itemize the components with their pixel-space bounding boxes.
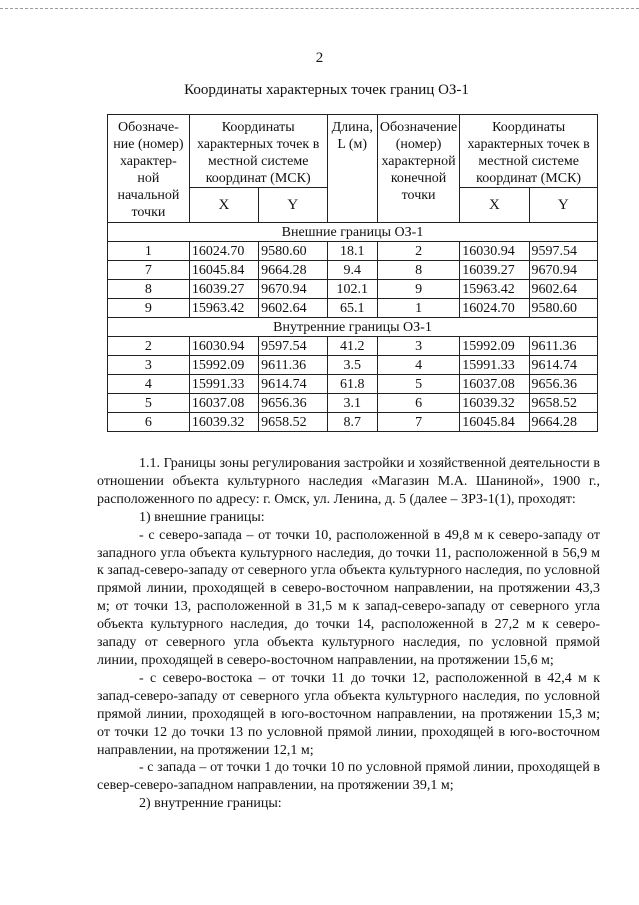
section-header-row (108, 223, 598, 242)
table-row (108, 242, 598, 261)
table-cell: 9670.94 (259, 280, 327, 299)
paragraph: 1) внешние границы: (139, 509, 265, 525)
table-cell: 15963.42 (460, 280, 529, 299)
table-cell: 15991.33 (189, 375, 258, 394)
table-cell: 9597.54 (529, 242, 597, 261)
table-cell: 9611.36 (529, 337, 597, 356)
table-row (108, 299, 598, 318)
table-cell: 8.7 (327, 413, 377, 432)
table-cell: 16039.32 (460, 394, 529, 413)
table-title: Координаты характерных точек границ ОЗ-1 (184, 82, 469, 98)
body-text (97, 455, 600, 813)
section-header-row (108, 318, 598, 337)
header-coords-end: Координаты характерных точек в местной системе координат (МСК) (460, 115, 598, 188)
table-cell: 4 (377, 356, 459, 375)
paragraph: - с северо-востока – от точки 11 до точки 12, расположенной в 42,4 м к запад-северо-западу от северного угла объекта культурного наследия, по условной прямой линии, проходящей в юго-восточном направлении, на протяжении 15,3 м; от точки 12 до точки 13 по условной прямой линии, проходящей в юго-восточном направлении, на протяжении 12,1 м; (97, 670, 600, 758)
table-row (108, 375, 598, 394)
table-cell: 7 (377, 413, 459, 432)
table-cell: 4 (108, 375, 190, 394)
table-cell: 1 (377, 299, 459, 318)
table-cell: 15992.09 (460, 337, 529, 356)
table-cell: 3 (108, 356, 190, 375)
table-cell: 16037.08 (189, 394, 258, 413)
table-cell: 18.1 (327, 242, 377, 261)
table-row (108, 337, 598, 356)
table-cell: 9 (377, 280, 459, 299)
table-cell: 9580.60 (529, 299, 597, 318)
table-cell: 41.2 (327, 337, 377, 356)
table-cell: 15992.09 (189, 356, 258, 375)
table-row (108, 261, 598, 280)
header-coords-start: Координаты характерных точек в местной системе координат (МСК) (189, 115, 327, 188)
table-cell: 16045.84 (460, 413, 529, 432)
table-cell: 16030.94 (460, 242, 529, 261)
table-cell: 9580.60 (259, 242, 327, 261)
table-cell: 1 (108, 242, 190, 261)
table-cell: 9656.36 (529, 375, 597, 394)
header-start-point: Обозначе-ние (номер) характер-ной начальной точки (108, 115, 190, 223)
table-cell: 102.1 (327, 280, 377, 299)
table-row (108, 394, 598, 413)
table-cell: 9.4 (327, 261, 377, 280)
coordinates-table (107, 114, 598, 432)
table-cell: 3.1 (327, 394, 377, 413)
table-cell: 65.1 (327, 299, 377, 318)
header-end-point: Обозначение (номер) характерной конечной точки (377, 115, 459, 223)
table-cell: 16024.70 (460, 299, 529, 318)
table-cell: 2 (108, 337, 190, 356)
table-row (108, 413, 598, 432)
table-cell: 16045.84 (189, 261, 258, 280)
table-cell: 16037.08 (460, 375, 529, 394)
header-length: Длина, L (м) (327, 115, 377, 223)
header-x-start: X (189, 188, 258, 223)
table-cell: 9664.28 (529, 413, 597, 432)
table-cell: 9664.28 (259, 261, 327, 280)
table-cell: 9602.64 (259, 299, 327, 318)
table-cell: 5 (377, 375, 459, 394)
table-cell: 16024.70 (189, 242, 258, 261)
table-cell: 61.8 (327, 375, 377, 394)
page-number: 2 (315, 50, 324, 66)
table-cell: 16039.32 (189, 413, 258, 432)
table-cell: 9670.94 (529, 261, 597, 280)
table-cell: 6 (108, 413, 190, 432)
paragraph: - с северо-запада – от точки 10, расположенной в 49,8 м к северо-западу от западного угла объекта культурного наследия, до точки 11, расположенной в 56,9 м к запад-северо-западу от северного угла объекта культурного наследия, по условной прямой линии, проходящей в северо-восточном направлении, на протяжении 43,3 м; от точки 13, расположенной в 31,5 м к запад-северо-западу от северного угла объекта культурного наследия, до точки 14, расположенной в 27,2 м к северо-западу от северного угла объекта культурного наследия, по условной прямой линии, проходящей в северо-восточном направлении, на протяжении 15,6 м; (97, 527, 600, 668)
table-cell: 7 (108, 261, 190, 280)
table-cell: 5 (108, 394, 190, 413)
table-cell: 9658.52 (259, 413, 327, 432)
section-title: Внутренние границы ОЗ-1 (108, 318, 598, 337)
table-cell: 8 (377, 261, 459, 280)
table-cell: 15963.42 (189, 299, 258, 318)
table-cell: 9614.74 (529, 356, 597, 375)
table-cell: 16039.27 (460, 261, 529, 280)
table-row (108, 280, 598, 299)
table-cell: 9658.52 (529, 394, 597, 413)
section-title: Внешние границы ОЗ-1 (108, 223, 598, 242)
table-cell: 16030.94 (189, 337, 258, 356)
top-divider (0, 8, 639, 9)
header-x-end: X (460, 188, 529, 223)
table-cell: 3.5 (327, 356, 377, 375)
table-cell: 8 (108, 280, 190, 299)
table-row (108, 356, 598, 375)
table-cell: 9602.64 (529, 280, 597, 299)
table-cell: 16039.27 (189, 280, 258, 299)
table-cell: 9656.36 (259, 394, 327, 413)
table-cell: 2 (377, 242, 459, 261)
header-y-end: Y (529, 188, 597, 223)
table-cell: 6 (377, 394, 459, 413)
paragraph: - с запада – от точки 1 до точки 10 по условной прямой линии, проходящей в север-северо-западном направлении, на протяжении 39,1 м; (97, 760, 600, 794)
table-cell: 15991.33 (460, 356, 529, 375)
paragraph: 1.1. Границы зоны регулирования застройки и хозяйственной деятельности в отношении объекта культурного наследия «Магазин М.А. Шаниной», 1900 г., расположенного по адресу: г. Омск, ул. Ленина, д. 5 (далее – ЗРЗ-1(1), проходят: (97, 456, 600, 507)
table-cell: 9597.54 (259, 337, 327, 356)
table-cell: 3 (377, 337, 459, 356)
paragraph: 2) внутренние границы: (139, 796, 282, 812)
table-cell: 9 (108, 299, 190, 318)
table-cell: 9614.74 (259, 375, 327, 394)
header-y-start: Y (259, 188, 327, 223)
table-cell: 9611.36 (259, 356, 327, 375)
